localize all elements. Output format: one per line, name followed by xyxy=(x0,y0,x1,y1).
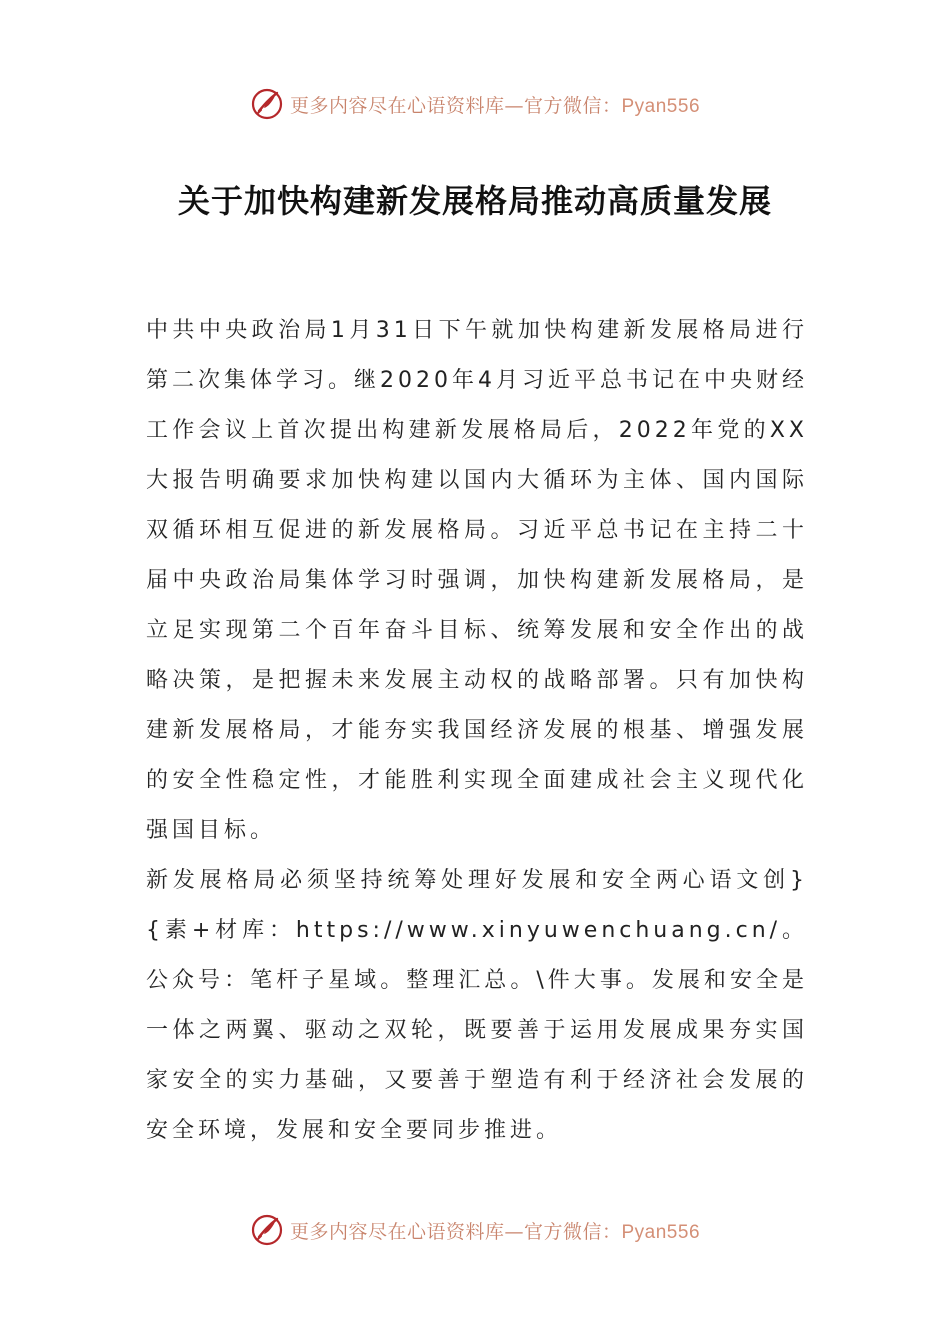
header-banner xyxy=(0,84,950,124)
header-banner-label: 更多内容尽在心语资料库—官方微信： xyxy=(289,94,622,117)
footer-banner-label: 更多内容尽在心语资料库—官方微信： xyxy=(289,1220,622,1243)
header-wechat-id: Pyan556 xyxy=(621,95,701,117)
paragraph-1: 中共中央政治局1月31日下午就加快构建新发展格局进行第二次集体学习。继2020年4月习近平总书记在中央财经工作会议上首次提出构建新发展格局后，2022年党的XX大报告明确要求加快构建以国内大循环为主体、国内国际双循环相互促进的新发展格局。习近平总书记在主持二十届中央政治局集体学习时强调，加快构建新发展格局，是立足实现第二个百年奋斗目标、统筹发展和安全作出的战略决策，是把握未来发展主动权的战略部署。只有加快构建新发展格局，才能夯实我国经济发展的根基、增强发展的安全性稳定性，才能胜利实现全面建成社会主义现代化强国目标。 xyxy=(146,318,808,843)
header-banner-inner xyxy=(250,87,700,121)
document-body xyxy=(146,306,808,1156)
footer-banner-inner xyxy=(250,1213,700,1247)
document-title: 关于加快构建新发展格局推动高质量发展 xyxy=(177,182,772,220)
header-banner-text xyxy=(290,91,700,118)
quill-logo-icon xyxy=(250,87,284,121)
footer-banner-text xyxy=(290,1217,700,1244)
quill-logo-icon xyxy=(250,1213,284,1247)
footer-banner xyxy=(0,1210,950,1250)
footer-wechat-id: Pyan556 xyxy=(621,1221,701,1243)
paragraph-2: 新发展格局必须坚持统筹处理好发展和安全两心语文创}{素+材库：https://www.xinyuwenchuang.cn/。公众号：笔杆子星域。整理汇总。\件大事。发展和安全是一体之两翼、驱动之双轮，既要善于运用发展成果夯实国家安全的实力基础，又要善于塑造有利于经济社会发展的安全环境，发展和安全要同步推进。 xyxy=(146,868,808,1143)
